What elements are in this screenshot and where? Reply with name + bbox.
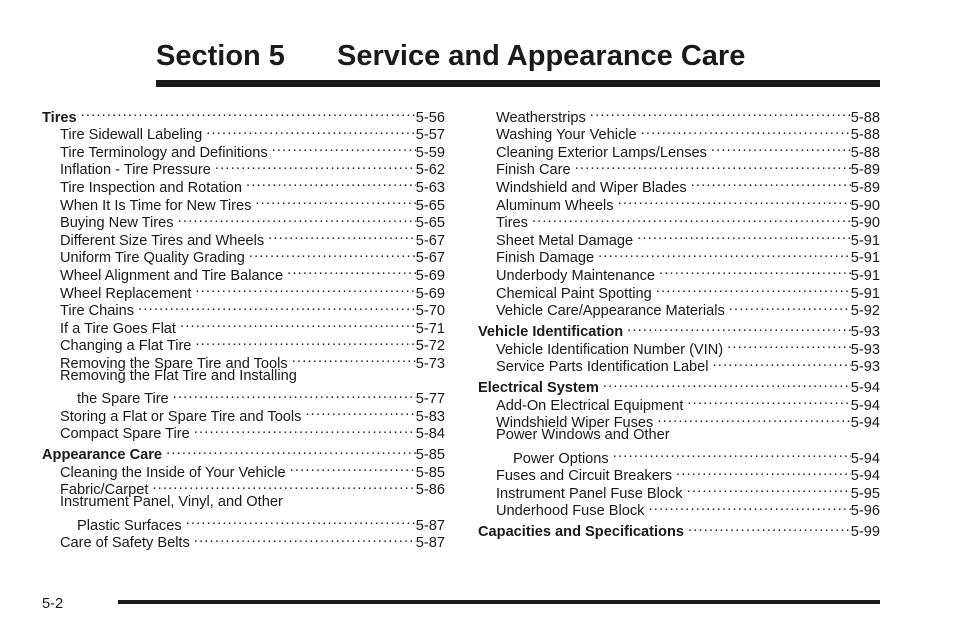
- dot-leader: [727, 336, 851, 354]
- toc-entry-page: 5-63: [415, 179, 445, 196]
- toc-entry-page: 5-69: [415, 267, 445, 284]
- toc-entry-page: 5-77: [415, 391, 445, 408]
- toc-entry-page: 5-92: [850, 303, 880, 320]
- toc-entry-label: Instrument Panel, Vinyl, and Other: [60, 494, 283, 511]
- toc-entry[interactable]: [42, 494, 445, 512]
- toc-entry[interactable]: [42, 104, 445, 126]
- toc-column-left: [42, 104, 445, 552]
- dot-leader: [688, 519, 851, 537]
- toc-entry[interactable]: [42, 368, 445, 386]
- dot-leader: [206, 122, 416, 140]
- toc-entry-label: Fabric/Carpet: [60, 482, 149, 499]
- dot-leader: [687, 480, 851, 498]
- toc-entry-label: Aluminum Wheels: [496, 197, 614, 214]
- dot-leader: [637, 227, 851, 245]
- toc-entry-label: Finish Damage: [496, 250, 595, 267]
- toc-entry-page: 5-56: [415, 109, 445, 126]
- toc-entry-label: Plastic Surfaces: [77, 517, 182, 534]
- toc-entry[interactable]: [478, 519, 880, 541]
- toc-entry-label: Cleaning Exterior Lamps/Lenses: [496, 144, 707, 161]
- dot-leader: [194, 530, 416, 548]
- toc-entry-label: Different Size Tires and Wheels: [60, 232, 265, 249]
- toc-entry-label: Buying New Tires: [60, 215, 174, 232]
- toc-entry-label: Tire Chains: [60, 303, 135, 320]
- toc-entry-page: 5-93: [850, 359, 880, 376]
- dot-leader: [272, 139, 416, 157]
- dot-leader: [532, 210, 851, 228]
- toc-entry[interactable]: [478, 375, 880, 397]
- toc-entry-page: 5-71: [415, 320, 445, 337]
- toc-entry-page: 5-90: [850, 215, 880, 232]
- toc-entry-page: 5-93: [850, 341, 880, 358]
- toc-entry[interactable]: [478, 227, 880, 249]
- dot-leader: [598, 245, 851, 263]
- dot-leader: [215, 157, 416, 175]
- toc-entry-page: 5-87: [415, 517, 445, 534]
- toc-entry-label: Tires: [496, 215, 528, 232]
- toc-entry-page: 5-94: [850, 415, 880, 432]
- dot-leader: [246, 174, 416, 192]
- toc-entry-page: 5-89: [850, 162, 880, 179]
- toc-entry-label: Compact Spare Tire: [60, 426, 190, 443]
- toc-entry-page: 5-83: [415, 408, 445, 425]
- toc-entry-label: If a Tire Goes Flat: [60, 320, 176, 337]
- toc-entry-label: Weatherstrips: [496, 109, 586, 126]
- toc-entry-page: 5-59: [415, 144, 445, 161]
- toc-entry-page: 5-88: [850, 127, 880, 144]
- toc-entry-label: Power Windows and Other: [496, 427, 670, 444]
- dot-leader: [138, 298, 416, 316]
- toc-entry-label: Electrical System: [478, 380, 599, 397]
- dot-leader: [627, 319, 851, 337]
- toc-entry-label: Vehicle Identification: [478, 324, 624, 341]
- dot-leader: [166, 442, 416, 460]
- toc-entry-label: Removing the Flat Tire and Installing: [60, 367, 297, 384]
- dot-leader: [305, 403, 415, 421]
- dot-leader: [194, 421, 416, 439]
- dot-leader: [180, 315, 416, 333]
- dot-leader: [268, 227, 416, 245]
- toc-entry-page: 5-94: [850, 468, 880, 485]
- toc-entry-label: Care of Safety Belts: [60, 535, 190, 552]
- toc-entry-page: 5-99: [850, 524, 880, 541]
- dot-leader: [292, 350, 416, 368]
- toc-entry-label: Tire Terminology and Definitions: [60, 144, 268, 161]
- dot-leader: [195, 280, 415, 298]
- toc-entry-page: 5-72: [415, 338, 445, 355]
- dot-leader: [186, 512, 416, 530]
- toc-entry-label: Tire Sidewall Labeling: [60, 127, 203, 144]
- toc-entry-label: Wheel Alignment and Tire Balance: [60, 267, 284, 284]
- dot-leader: [152, 477, 415, 495]
- dot-leader: [659, 262, 851, 280]
- dot-leader: [249, 245, 416, 263]
- toc-entry[interactable]: [478, 210, 880, 232]
- toc-entry[interactable]: [478, 104, 880, 126]
- dot-leader: [255, 192, 415, 210]
- dot-leader: [648, 498, 850, 516]
- footer-rule: [118, 600, 880, 604]
- toc-entry-label: Removing the Spare Tire and Tools: [60, 355, 288, 372]
- toc-entry-label: Finish Care: [496, 162, 571, 179]
- dot-leader: [656, 280, 851, 298]
- section-heading: [156, 40, 745, 78]
- dot-leader: [613, 445, 851, 463]
- toc-entry-page: 5-70: [415, 303, 445, 320]
- dot-leader: [641, 122, 851, 140]
- toc-entry-page: 5-67: [415, 250, 445, 267]
- toc-entry-page: 5-88: [850, 144, 880, 161]
- page-number: 5-2: [42, 596, 64, 612]
- toc-entry-page: 5-57: [415, 127, 445, 144]
- toc-entry-label: Storing a Flat or Spare Tire and Tools: [60, 408, 302, 425]
- toc-entry-page: 5-90: [850, 197, 880, 214]
- toc-entry[interactable]: [42, 386, 445, 408]
- toc-entry-page: 5-89: [850, 179, 880, 196]
- toc-entry[interactable]: [478, 445, 880, 467]
- toc-entry-label: Capacities and Specifications: [478, 524, 685, 541]
- toc-entry-label: the Spare Tire: [77, 391, 169, 408]
- toc-entry-page: 5-62: [415, 162, 445, 179]
- toc-entry-page: 5-94: [850, 380, 880, 397]
- dot-leader: [287, 262, 416, 280]
- toc-entry-page: 5-93: [850, 324, 880, 341]
- dot-leader: [590, 104, 851, 122]
- toc-entry-label: Windshield and Wiper Blades: [496, 179, 687, 196]
- toc-entry-page: 5-85: [415, 447, 445, 464]
- toc-entry-page: 5-65: [415, 215, 445, 232]
- dot-leader: [729, 298, 851, 316]
- toc-entry-page: 5-91: [850, 267, 880, 284]
- toc-column-right: [478, 104, 880, 541]
- toc-entry-label: Washing Your Vehicle: [496, 127, 637, 144]
- toc-entry-label: Underhood Fuse Block: [496, 503, 645, 520]
- toc-entry-page: 5-65: [415, 197, 445, 214]
- toc-entry-label: Tires: [42, 109, 77, 126]
- toc-entry-label: Chemical Paint Spotting: [496, 285, 652, 302]
- toc-entry-page: 5-88: [850, 109, 880, 126]
- dot-leader: [657, 410, 850, 428]
- dot-leader: [290, 459, 416, 477]
- toc-entry-page: 5-91: [850, 285, 880, 302]
- toc-entry-label: Appearance Care: [42, 447, 163, 464]
- toc-entry-label: Underbody Maintenance: [496, 267, 656, 284]
- toc-entry-page: 5-67: [415, 232, 445, 249]
- toc-entry-page: 5-95: [850, 485, 880, 502]
- section-label: Section 5: [156, 40, 285, 72]
- dot-leader: [676, 463, 851, 481]
- toc-entry[interactable]: [42, 442, 445, 464]
- toc-entry[interactable]: [42, 512, 445, 534]
- toc-entry-label: Vehicle Identification Number (VIN): [496, 341, 724, 358]
- dot-leader: [691, 174, 851, 192]
- dot-leader: [603, 375, 851, 393]
- toc-entry-page: 5-69: [415, 285, 445, 302]
- toc-entry-page: 5-87: [415, 535, 445, 552]
- toc-entry[interactable]: [478, 427, 880, 445]
- toc-entry-label: Changing a Flat Tire: [60, 338, 192, 355]
- toc-entry-label: Cleaning the Inside of Your Vehicle: [60, 464, 286, 481]
- toc-entry-label: Sheet Metal Damage: [496, 232, 634, 249]
- toc-entry-page: 5-94: [850, 397, 880, 414]
- toc-entry-label: Uniform Tire Quality Grading: [60, 250, 245, 267]
- heading-rule: [156, 80, 880, 87]
- toc-entry-label: When It Is Time for New Tires: [60, 197, 252, 214]
- toc-entry-label: Wheel Replacement: [60, 285, 192, 302]
- toc-entry-page: 5-73: [415, 355, 445, 372]
- toc-entry-label: Power Options: [513, 450, 609, 467]
- dot-leader: [178, 210, 416, 228]
- dot-leader: [618, 192, 851, 210]
- toc-entry-label: Inflation - Tire Pressure: [60, 162, 211, 179]
- dot-leader: [81, 104, 416, 122]
- toc-entry-page: 5-94: [850, 450, 880, 467]
- dot-leader: [711, 139, 851, 157]
- toc-entry-label: Instrument Panel Fuse Block: [496, 485, 683, 502]
- toc-entry-label: Vehicle Care/Appearance Materials: [496, 303, 725, 320]
- dot-leader: [173, 386, 416, 404]
- toc-entry-label: Service Parts Identification Label: [496, 359, 709, 376]
- toc-entry-label: Tire Inspection and Rotation: [60, 179, 242, 196]
- toc-entry-page: 5-84: [415, 426, 445, 443]
- toc-entry-page: 5-86: [415, 482, 445, 499]
- toc-entry[interactable]: [42, 122, 445, 144]
- toc-entry-page: 5-96: [850, 503, 880, 520]
- toc-entry-page: 5-85: [415, 464, 445, 481]
- section-title-text: Service and Appearance Care: [337, 40, 746, 72]
- toc-entry-label: Windshield Wiper Fuses: [496, 415, 654, 432]
- dot-leader: [195, 333, 415, 351]
- dot-leader: [713, 354, 851, 372]
- toc-entry-label: Add-On Electrical Equipment: [496, 397, 684, 414]
- dot-leader: [687, 392, 850, 410]
- dot-leader: [575, 157, 851, 175]
- toc-entry-page: 5-91: [850, 250, 880, 267]
- toc-entry-page: 5-91: [850, 232, 880, 249]
- toc-entry-label: Fuses and Circuit Breakers: [496, 468, 673, 485]
- toc-entry[interactable]: [478, 319, 880, 341]
